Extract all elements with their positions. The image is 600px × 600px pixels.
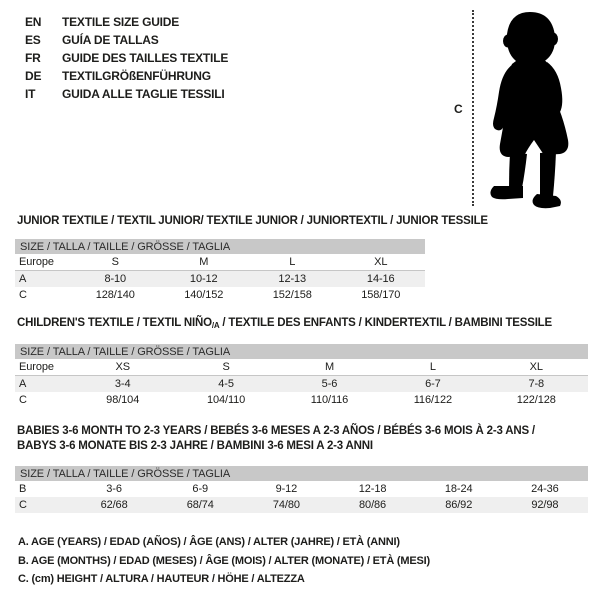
row-label: B	[19, 483, 27, 495]
table-row-c	[15, 392, 588, 408]
cell: 10-12	[160, 271, 249, 288]
cell: 68/74	[157, 497, 243, 513]
cell: 104/110	[206, 394, 246, 406]
cell: 7-8	[485, 376, 588, 393]
row-label: C	[19, 394, 27, 406]
cell: 5-6	[278, 376, 381, 393]
language-row-de	[25, 67, 228, 85]
table-row-europe	[15, 359, 588, 376]
cell: 8-10	[71, 271, 160, 288]
junior-size-table	[15, 239, 425, 303]
cell: 62/68	[71, 497, 157, 513]
cell: 24-36	[531, 483, 559, 495]
row-label: C	[19, 289, 27, 301]
cell: 92/98	[502, 497, 588, 513]
legend-line-b: B. AGE (MONTHS) / EDAD (MESES) / ÂGE (MOIS) / ALTER (MONATE) / ETÀ (MESI)	[18, 554, 430, 567]
cell: XL	[485, 359, 588, 376]
legend-line-c: C. (cm) HEIGHT / ALTURA / HAUTEUR / HÖHE / ALTEZZA	[18, 573, 305, 585]
table-row-a	[15, 376, 588, 393]
babies-section-title	[17, 424, 535, 454]
baby-figure	[450, 6, 596, 210]
cell: 74/80	[243, 497, 329, 513]
cell: 110/116	[310, 394, 349, 406]
cell: 12-13	[248, 271, 337, 288]
legend-line-a: A. AGE (YEARS) / EDAD (AÑOS) / ÂGE (ANS) / ALTER (JAHRE) / ETÀ (ANNI)	[18, 536, 400, 548]
size-header-text: SIZE / TALLA / TAILLE / GRÖSSE / TAGLIA	[15, 239, 425, 254]
language-code: FR	[25, 51, 41, 65]
language-row-it	[25, 85, 228, 103]
children-title-pre: CHILDREN'S TEXTILE / TEXTIL NIÑO	[17, 317, 212, 329]
cell: 12-18	[358, 483, 387, 495]
language-row-en	[25, 13, 228, 31]
size-header-bar	[15, 344, 588, 359]
size-header-text: SIZE / TALLA / TAILLE / GRÖSSE / TAGLIA	[15, 466, 588, 481]
babies-size-table	[15, 466, 588, 513]
cell: XS	[71, 359, 174, 376]
language-row-fr	[25, 49, 228, 67]
language-code: DE	[25, 69, 42, 83]
cell: 4-5	[174, 376, 277, 393]
cell: 128/140	[95, 289, 135, 301]
junior-title-text: JUNIOR TEXTILE / TEXTIL JUNIOR/ TEXTILE JUNIOR / JUNIORTEXTIL / JUNIOR TESSILE	[17, 215, 488, 227]
children-title-post: / TEXTILE DES ENFANTS / KINDERTEXTIL / BAMBINI TESSILE	[219, 317, 552, 329]
table-row-c	[15, 287, 425, 303]
language-label: GUÍA DE TALLAS	[62, 33, 159, 47]
cell: XL	[337, 254, 426, 271]
cell: 158/170	[361, 289, 401, 301]
babies-title-line1: BABIES 3-6 MONTH TO 2-3 YEARS / BEBÉS 3-6 MESES A 2-3 AÑOS / BÉBÉS 3-6 MOIS À 2-3 ANS /	[17, 425, 535, 437]
cell: 6-7	[381, 376, 484, 393]
children-size-table	[15, 344, 588, 408]
baby-silhouette	[482, 8, 594, 210]
cell: L	[381, 359, 484, 376]
language-label: GUIDA ALLE TAGLIE TESSILI	[62, 87, 225, 101]
row-label: A	[15, 376, 71, 393]
row-label: Europe	[15, 359, 71, 376]
size-header-text: SIZE / TALLA / TAILLE / GRÖSSE / TAGLIA	[15, 344, 588, 359]
children-title-subscript: /A	[211, 321, 220, 330]
language-code: IT	[25, 87, 36, 101]
cell: S	[174, 359, 277, 376]
cell: 9-12	[275, 483, 298, 495]
language-label: GUIDE DES TAILLES TEXTILE	[62, 51, 229, 65]
cell: M	[160, 254, 249, 271]
cell: 116/122	[413, 394, 452, 406]
cell: 6-9	[192, 483, 209, 495]
height-measure-label: C	[454, 102, 463, 116]
table-row-b	[15, 481, 588, 497]
cell: 3-6	[106, 483, 122, 495]
cell: 3-4	[71, 376, 174, 393]
cell: 18-24	[444, 483, 473, 495]
language-code: EN	[25, 15, 42, 29]
row-label: C	[15, 497, 71, 513]
language-list	[25, 13, 228, 103]
language-row-es	[25, 31, 228, 49]
table-row-c	[15, 497, 588, 513]
children-section-title	[17, 316, 552, 333]
cell: L	[248, 254, 337, 271]
size-header-bar	[15, 239, 425, 254]
cell: S	[71, 254, 160, 271]
cell: 14-16	[337, 271, 426, 288]
language-code: ES	[25, 33, 41, 47]
cell: 140/152	[184, 289, 224, 301]
cell: 122/128	[516, 394, 556, 406]
table-row-europe	[15, 254, 425, 271]
cell: 98/104	[106, 394, 140, 406]
cell: 86/92	[416, 497, 502, 513]
table-row-a	[15, 271, 425, 288]
measurement-legend	[18, 533, 430, 589]
cell: M	[278, 359, 381, 376]
height-measure-line	[472, 10, 474, 206]
junior-section-title	[17, 214, 488, 229]
babies-title-line2: BABYS 3-6 MONATE BIS 2-3 JAHRE / BAMBINI 3-6 MESI A 2-3 ANNI	[17, 440, 373, 452]
size-header-bar	[15, 466, 588, 481]
row-label: Europe	[15, 254, 71, 271]
cell: 80/86	[329, 497, 415, 513]
row-label: A	[15, 271, 71, 288]
language-label: TEXTILE SIZE GUIDE	[62, 15, 180, 29]
language-label: TEXTILGRÖßENFÜHRUNG	[62, 69, 211, 83]
cell: 152/158	[272, 289, 312, 301]
